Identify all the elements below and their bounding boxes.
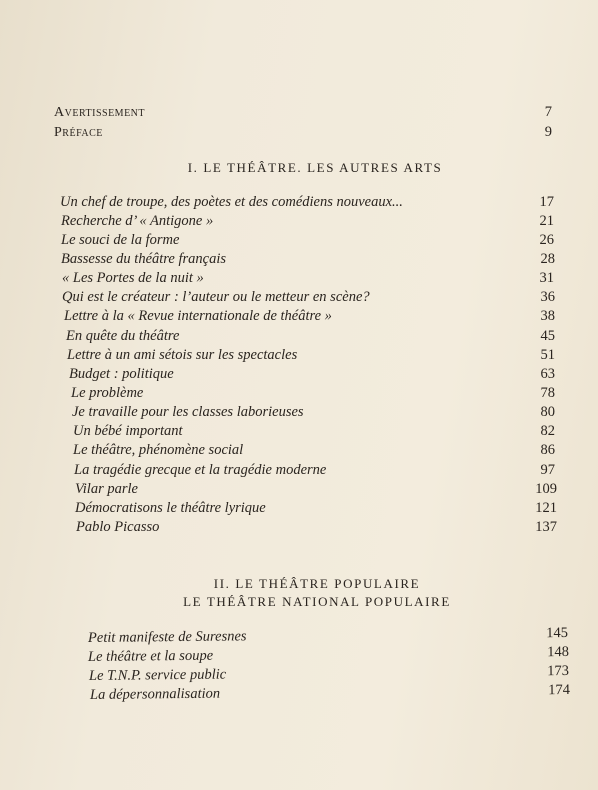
- toc-entry-title: Qui est le créateur : l’auteur ou le metteur en scène?: [62, 289, 370, 305]
- toc-entry-title: Bassesse du théâtre français: [61, 251, 226, 267]
- toc-entry-title: Un chef de troupe, des poètes et des comédiens nouveaux...: [60, 194, 403, 210]
- toc-entry: [88, 625, 568, 647]
- toc-entry: [66, 328, 555, 345]
- toc-entry-title: Budget : politique: [69, 366, 174, 382]
- toc-entry: [61, 232, 554, 249]
- toc-entry: [89, 663, 569, 685]
- toc-entry-page: 38: [540, 308, 555, 324]
- toc-entry-title: Le T.N.P. service public: [88, 666, 227, 684]
- toc-entry-page: 78: [540, 385, 555, 401]
- toc-entry-page: 80: [540, 404, 555, 420]
- toc-entry-title: La dépersonnalisation: [89, 685, 221, 703]
- toc-entry-page: 82: [540, 423, 555, 439]
- toc-entry-page: 173: [547, 662, 570, 680]
- toc-entry-title: Le théâtre, phénomène social: [73, 442, 244, 458]
- toc-entry-title: Lettre à un ami sétois sur les spectacles: [67, 347, 298, 363]
- toc-entry-title: « Les Portes de la nuit »: [62, 270, 204, 286]
- section-heading-2-line-2: LE THÉÂTRE NATIONAL POPULAIRE: [183, 594, 451, 609]
- toc-entry-page: 17: [539, 194, 554, 210]
- toc-entry: [71, 385, 555, 402]
- toc-entry: [67, 347, 555, 364]
- section-heading-2-line-1: II. LE THÉÂTRE POPULAIRE: [213, 576, 421, 591]
- toc-entry-title: Lettre à la « Revue internationale de théâtre »: [64, 308, 332, 324]
- toc-entry-title: En quête du théâtre: [66, 328, 180, 344]
- toc-entry: [75, 500, 557, 517]
- toc-entry-page: 26: [539, 232, 554, 248]
- toc-entry-title: Recherche d’ « Antigone »: [61, 213, 214, 229]
- toc-entry: [73, 423, 555, 440]
- toc-entry-avertissement: [54, 104, 552, 121]
- toc-entry-title: Petit manifeste de Suresnes: [87, 628, 247, 646]
- toc-entry-page: 121: [535, 500, 557, 516]
- toc-entry-title: Vilar parle: [75, 481, 138, 497]
- toc-entry-page: 36: [540, 289, 555, 305]
- toc-entry-title: La tragédie grecque et la tragédie moderne: [74, 462, 327, 478]
- toc-entry-page: 145: [546, 624, 569, 642]
- toc-entry-page: 31: [539, 270, 554, 286]
- toc-entry: [72, 404, 555, 421]
- toc-entry-page: 137: [535, 519, 557, 535]
- toc-entry: [61, 213, 554, 230]
- toc-entry: [69, 366, 555, 383]
- toc-entry-page: 45: [540, 328, 555, 344]
- toc-entry-title: Le problème: [71, 385, 144, 401]
- toc-entry-title: Démocratisons le théâtre lyrique: [75, 500, 266, 516]
- toc-entry-title: Préface: [54, 125, 103, 140]
- toc-entry-page: 109: [535, 481, 557, 497]
- toc-entry-page: 9: [544, 124, 552, 140]
- toc-entry-page: 63: [540, 366, 555, 382]
- toc-entry: [62, 289, 555, 306]
- toc-entry: [88, 644, 569, 666]
- toc-entry-page: 97: [540, 462, 555, 478]
- toc-entry-title: Le théâtre et la soupe: [87, 647, 214, 665]
- toc-entry: [73, 442, 555, 459]
- toc-entry-page: 28: [540, 251, 555, 267]
- toc-entry: [60, 194, 554, 211]
- toc-entry-page: 21: [539, 213, 554, 229]
- toc-entry: [62, 270, 554, 287]
- toc-entry: [64, 308, 555, 325]
- toc-entry-title: Le souci de la forme: [61, 232, 180, 248]
- toc-entry-page: 7: [544, 104, 552, 120]
- toc-entry: [90, 682, 570, 704]
- toc-entry-page: 148: [547, 643, 570, 661]
- toc-entry-preface: [54, 124, 552, 141]
- toc-entry-page: 86: [540, 442, 555, 458]
- toc-entry-title: Un bébé important: [73, 423, 183, 439]
- toc-entry: [74, 462, 555, 479]
- toc-entry-page: 174: [548, 681, 571, 699]
- toc-entry-title: Je travaille pour les classes laborieuses: [72, 404, 304, 420]
- toc-entry-title: Avertissement: [54, 105, 146, 120]
- section-heading-1: I. LE THÉÂTRE. LES AUTRES ARTS: [187, 160, 443, 175]
- toc-entry: [61, 251, 555, 268]
- toc-entry: [76, 519, 557, 536]
- toc-entry-page: 51: [540, 347, 555, 363]
- toc-entry-title: Pablo Picasso: [76, 519, 160, 535]
- toc-entry: [75, 481, 557, 498]
